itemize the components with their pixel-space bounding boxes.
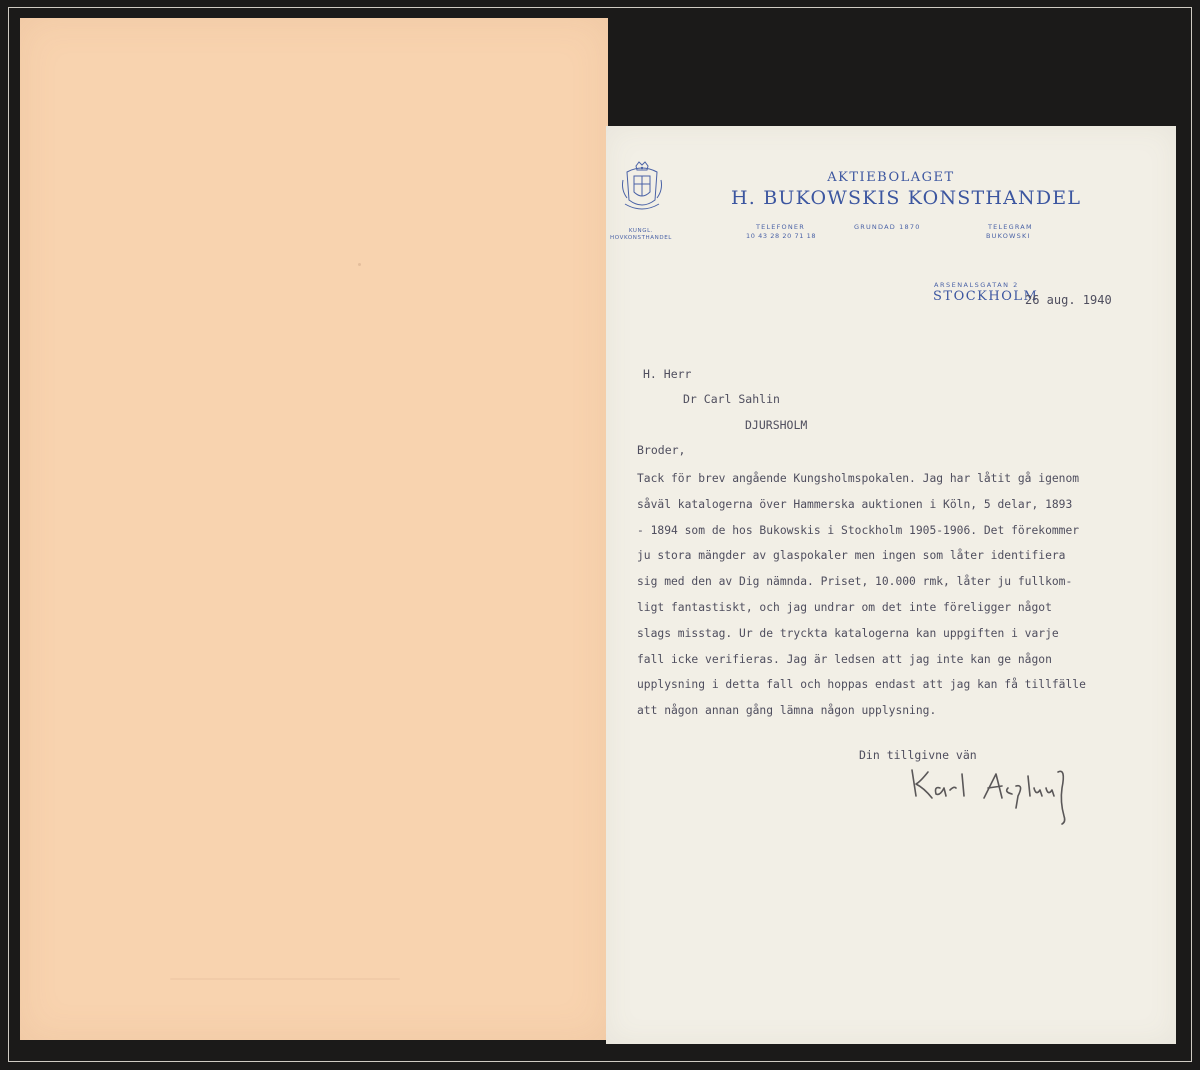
body-line: - 1894 som de hos Bukowskis i Stockholm 1905-1906. Det förekommer <box>637 523 1080 537</box>
letter-body <box>637 466 1086 724</box>
blank-back-sheet <box>20 18 608 1040</box>
company-type: AKTIEBOLAGET <box>827 170 955 185</box>
show-through-mark <box>358 263 361 266</box>
body-line: fall icke verifieras. Jag är ledsen att jag inte kan ge någon <box>637 652 1052 666</box>
show-through-mark <box>170 978 400 980</box>
scan-frame-right <box>1191 7 1192 1062</box>
scan-frame-left <box>8 7 9 1062</box>
handwritten-signature <box>906 758 1076 828</box>
body-line: sig med den av Dig nämnda. Priset, 10.000 rmk, låter ju fullkom- <box>637 575 1073 589</box>
crest-caption <box>606 228 676 242</box>
company-name: H. BUKOWSKIS KONSTHANDEL <box>731 187 1082 209</box>
telephone-label: TELEFONER <box>756 223 805 231</box>
crest-caption-line-2: HOVKONSTHANDEL <box>610 235 672 241</box>
scan-frame-top <box>8 7 1192 8</box>
founded-year: GRUNDAD 1870 <box>854 223 921 231</box>
royal-crest-icon <box>619 160 665 216</box>
salutation-title: H. Herr <box>643 367 692 381</box>
crest-caption-line-1: KUNGL. <box>628 228 654 234</box>
body-line: ligt fantastiskt, och jag undrar om det inte föreligger något <box>637 600 1052 614</box>
letter-sheet <box>606 126 1176 1044</box>
body-line: Tack för brev angående Kungsholmspokalen. Jag har låtit gå igenom <box>637 472 1080 485</box>
body-line: att någon annan gång lämna någon upplysning. <box>637 704 937 718</box>
body-line: ju stora mängder av glaspokaler men ingen som låter identifiera <box>637 549 1066 563</box>
telephone-numbers: 10 43 28 20 71 18 <box>746 232 817 240</box>
body-line: såväl katalogerna över Hammerska auktionen i Köln, 5 delar, 1893 <box>637 497 1073 511</box>
body-line: upplysning i detta fall och hoppas endast att jag kan få tillfälle <box>637 678 1086 692</box>
recipient-name: Dr Carl Sahlin <box>683 392 780 406</box>
body-line: slags misstag. Ur de tryckta katalogerna kan uppgiften i varje <box>637 626 1059 640</box>
city: STOCKHOLM <box>933 289 1039 304</box>
telegram-label: TELEGRAM <box>988 223 1033 231</box>
telegram-address: BUKOWSKI <box>986 232 1031 240</box>
scan-frame-bottom <box>8 1061 1192 1062</box>
recipient-place: DJURSHOLM <box>745 418 808 432</box>
letter-date: 26 aug. 1940 <box>1025 293 1112 307</box>
greeting: Broder, <box>637 443 686 457</box>
street-address: ARSENALSGATAN 2 <box>934 281 1019 289</box>
closing: Din tillgivne vän <box>859 748 977 762</box>
